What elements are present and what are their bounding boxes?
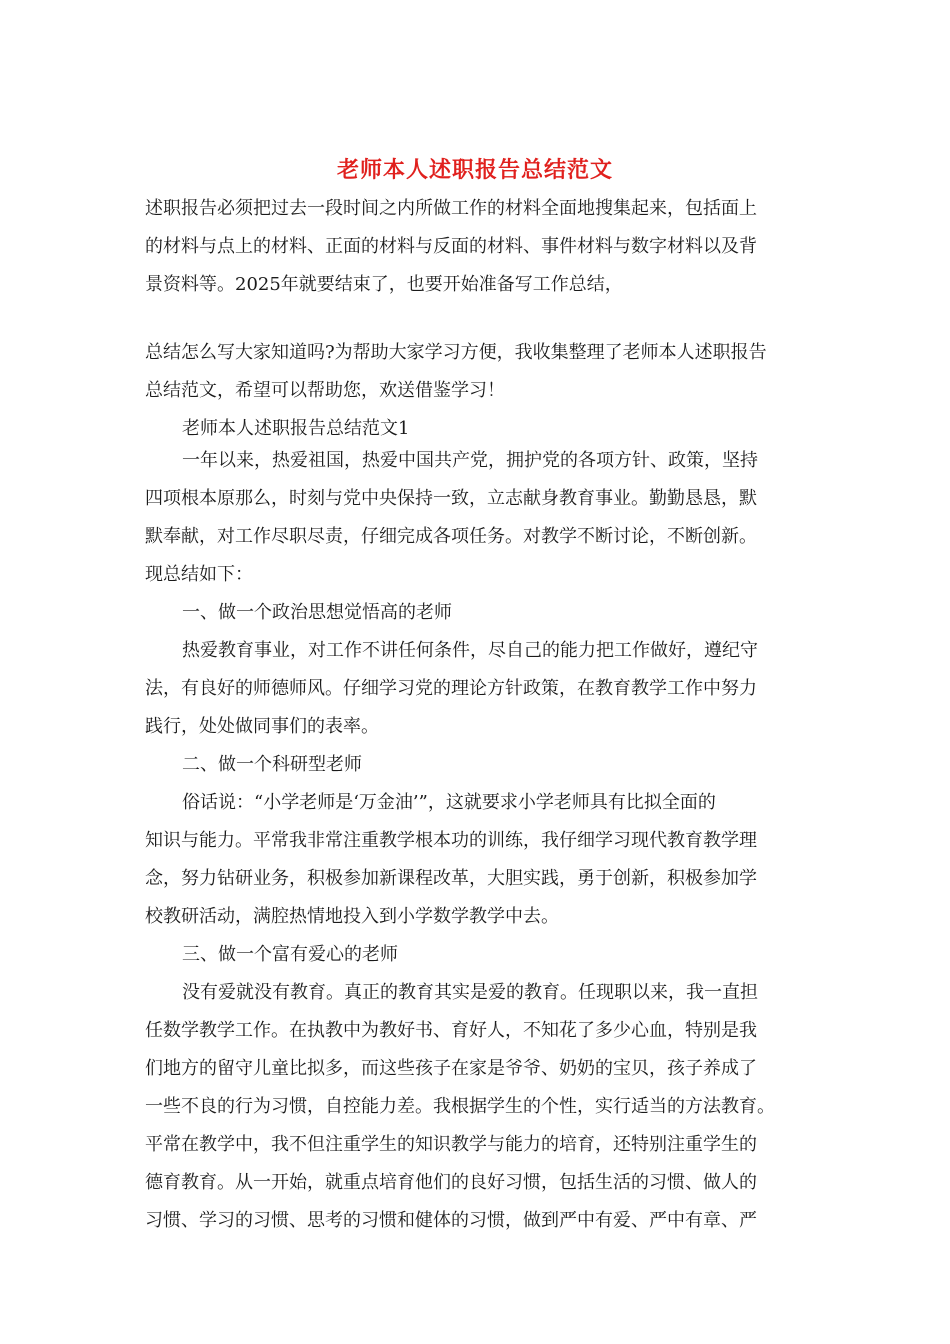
text-line: 的材料与点上的材料、正面的材料与反面的材料、事件材料与数字材料以及背 (145, 236, 757, 257)
intro-paragraph-continued (145, 334, 810, 448)
text-line: 校教研活动，满腔热情地投入到小学数学教学中去。 (145, 906, 559, 927)
section-title: 老师本人述职报告总结范文1 (182, 418, 410, 439)
intro-paragraph (145, 190, 810, 304)
text-line: 践行，处处做同事们的表率。 (145, 716, 379, 737)
text-line: 们地方的留守儿童比拟多，而这些孩子在家是爷爷、奶奶的宝贝，孩子养成了 (145, 1058, 757, 1079)
heading-1: 一、做一个政治思想觉悟高的老师 (182, 602, 452, 623)
text-line: 四项根本原那么，时刻与党中央保持一致，立志献身教育事业。勤勤恳恳，默 (145, 488, 757, 509)
heading-2: 二、做一个科研型老师 (182, 754, 362, 775)
text-line: 一年以来，热爱祖国，热爱中国共产党，拥护党的各项方针、政策，坚持 (182, 450, 758, 471)
document-title: 老师本人述职报告总结范文 (336, 157, 613, 183)
text-line: 述职报告必须把过去一段时间之内所做工作的材料全面地搜集起来，包括面上 (145, 198, 757, 219)
text-line: 平常在教学中，我不但注重学生的知识教学与能力的培育，还特别注重学生的 (145, 1134, 757, 1155)
text-line: 现总结如下： (145, 564, 253, 585)
text-line: 总结范文，希望可以帮助您，欢送借鉴学习！ (145, 380, 505, 401)
text-line: 念，努力钻研业务，积极参加新课程改革，大胆实践，勇于创新，积极参加学 (145, 868, 757, 889)
text-line: 知识与能力。平常我非常注重教学根本功的训练，我仔细学习现代教育教学理 (145, 830, 757, 851)
text-line: 习惯、学习的习惯、思考的习惯和健体的习惯，做到严中有爱、严中有章、严 (145, 1210, 757, 1231)
text-line: 景资料等。2025年就要结束了，也要开始准备写工作总结， (145, 274, 623, 295)
paragraph-1 (145, 442, 810, 1240)
text-line: 俗话说：“小学老师是‘万金油’”，这就要求小学老师具有比拟全面的 (182, 792, 716, 813)
text-line: 默奉献，对工作尽职尽责，仔细完成各项任务。对教学不断讨论，不断创新。 (145, 526, 757, 547)
text-line: 一些不良的行为习惯，自控能力差。我根据学生的个性，实行适当的方法教育。 (145, 1096, 775, 1117)
heading-3: 三、做一个富有爱心的老师 (182, 944, 398, 965)
text-line: 法，有良好的师德师风。仔细学习党的理论方针政策，在教育教学工作中努力 (145, 678, 757, 699)
text-line: 没有爱就没有教育。真正的教育其实是爱的教育。任现职以来，我一直担 (182, 982, 758, 1003)
text-line: 德育教育。从一开始，就重点培育他们的良好习惯，包括生活的习惯、做人的 (145, 1172, 757, 1193)
text-line: 热爱教育事业，对工作不讲任何条件，尽自己的能力把工作做好，遵纪守 (182, 640, 758, 661)
text-line: 任数学教学工作。在执教中为教好书、育好人，不知花了多少心血，特别是我 (145, 1020, 757, 1041)
text-line: 总结怎么写大家知道吗?为帮助大家学习方便，我收集整理了老师本人述职报告 (145, 342, 767, 363)
